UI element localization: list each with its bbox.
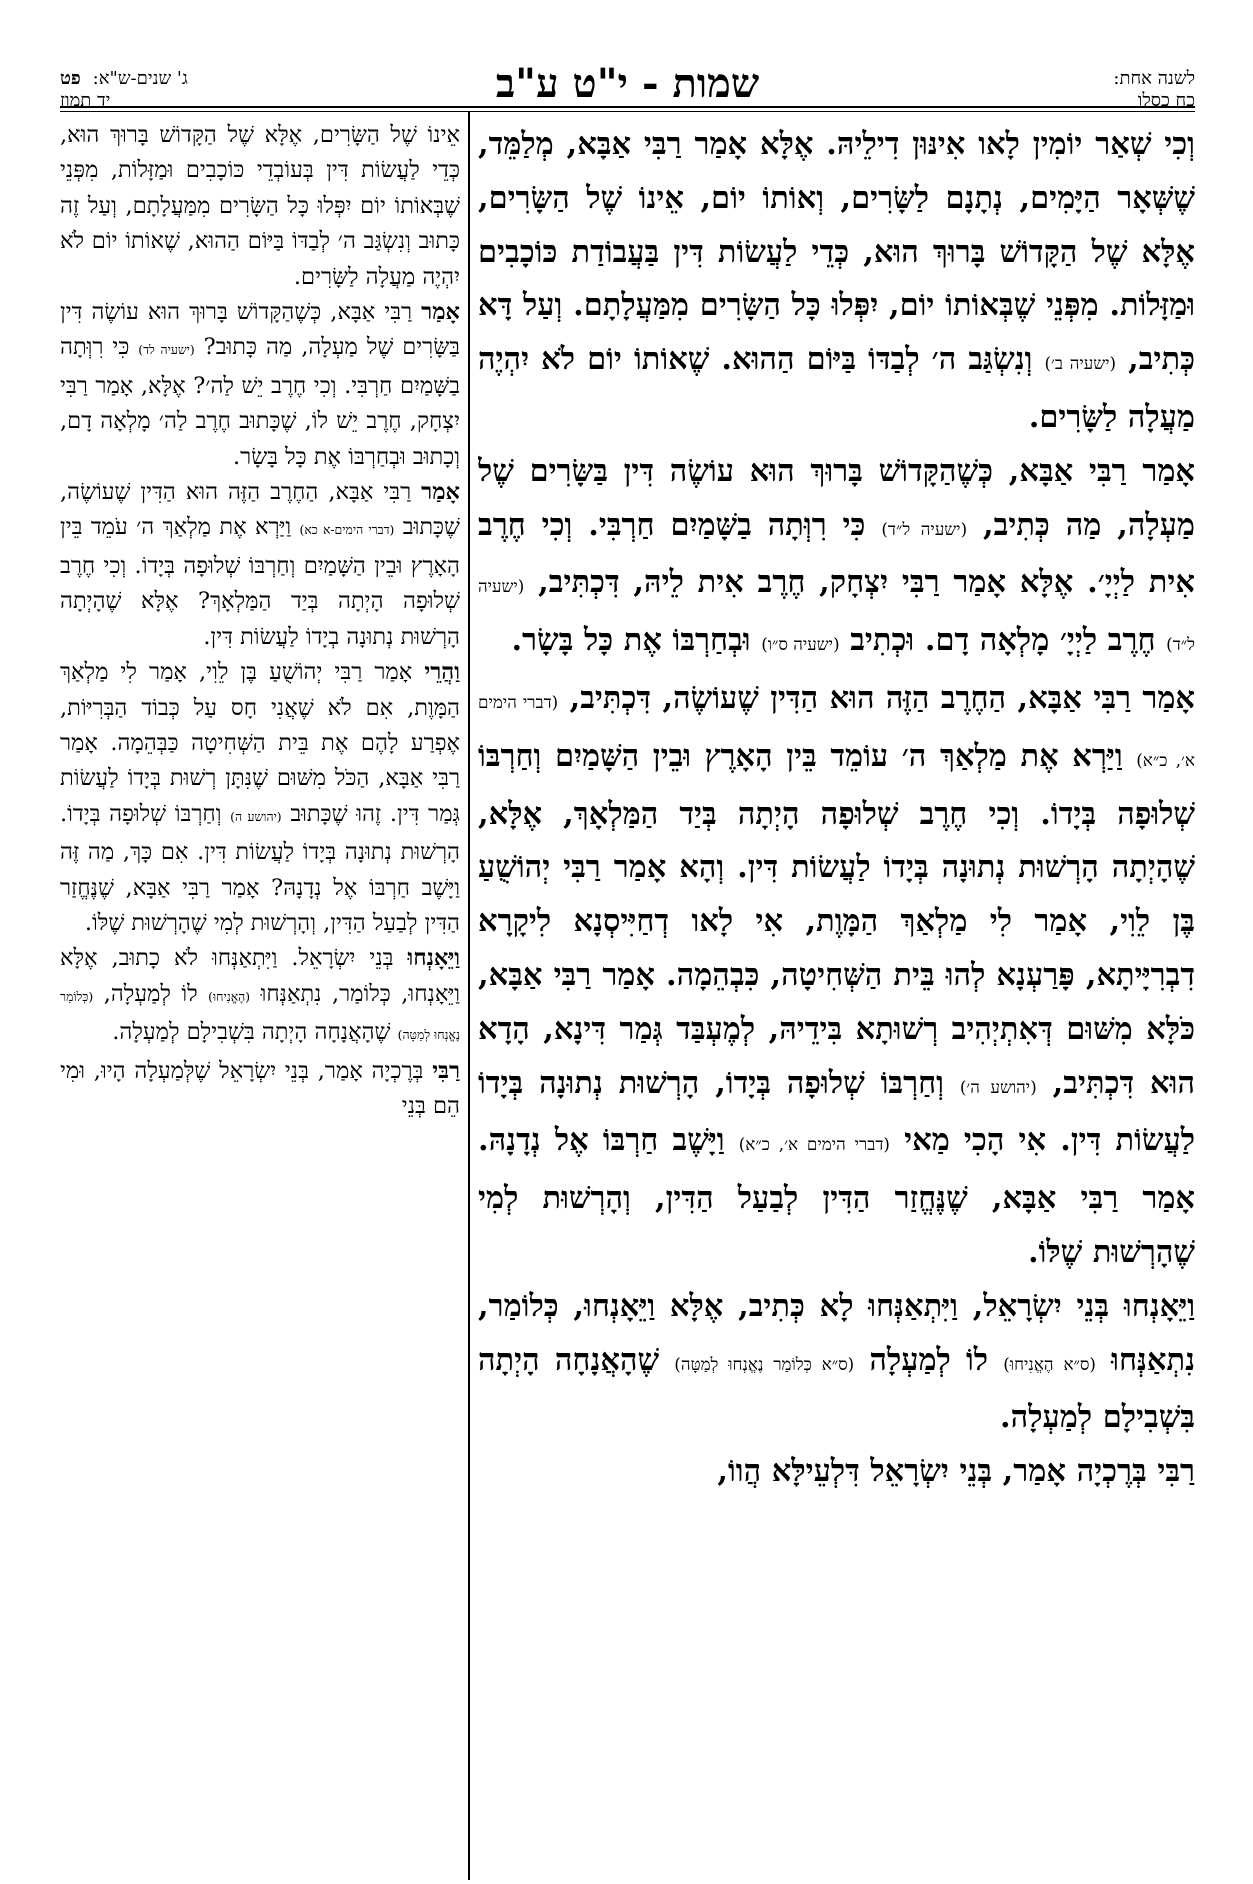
text-segment: שֶׁהָאֲנָחָה הָיְתָה בִּשְׁבִילָם לְמַעְלָה. (112, 1019, 398, 1046)
text-segment: וְכִי שְׁאַר יוֹמִין לָאו אִינּוּן דִילֵיהּ. אֶלָּא אָמַר רַבִּי אַבָּא, מְלַמֵּד, שֶׁשְּׁאָר הַיָּמִים, נְתָנָם לַשָּׂרִים, וְאוֹתוֹ יוֹם, אֵינוֹ שֶׁל הַשָּׂרִים, אֶלָּא שֶׁל הַקָּדוֹשׁ בָּרוּךְ הוּא, כְּדֵי לַעֲשׂוֹת דִּין בַּעֲבוֹדַת כּוֹכָבִים וּמַזָּלוֹת. מִפְּנֵי שֶׁבְּאוֹתוֹ יוֹם, יִפְּלוּ כָּל הַשָּׂרִים מִמַּעֲלָתָם. וְעַל דָּא כְּתִיב, (478, 126, 1195, 378)
verse-reference: (דברי הימים-א כא) (299, 523, 395, 538)
verse-reference: (ישעיה ס״ו) (761, 634, 840, 655)
verse-reference: (יהושע ה׳) (959, 1076, 1037, 1097)
verse-reference: (ישעיה ל״ד) (478, 576, 1195, 655)
translation-paragraph (60, 941, 460, 1053)
main-paragraph (478, 445, 1195, 672)
text-segment: אָמַר רַבִּי יְהוֹשֻׁעַ בֶּן לֵוִי, אָמַר לִי מַלְאַךְ הַמָּוֶת, אִם לֹא שֶׁאֲנִי חָס עַל כְּבוֹד הַבְּרִיּוֹת, אֶפְרַע לָהֶם אֶת בֵּית הַשְּׁחִיטָה כַּבְּהֵמָה. אָמַר רַבִּי אַבָּא, הַכֹּל מִשּׁוּם שֶׁנִּתָּן רְשׁוּת בְּיָדוֹ לַעֲשׂוֹת גְּמַר דִּין. זֶהוּ שֶׁכָּתוּב (60, 659, 460, 827)
text-segment: וַיַּרְא אֶת מַלְאַךְ ה׳ עֹמֵד בֵּין הָאָרֶץ וּבֵין הַשָּׁמַיִם וְחַרְבּוֹ שְׁלוּפָה בְּיָדוֹ. וְכִי חֶרֶב שְׁלוּפָה הָיְתָה בְּיַד הַמַּלְאָךְ? אֶלָּא שֶׁהָיְתָה הָרְשׁוּת נְתוּנָה בְיָדוֹ לַעֲשׂוֹת דִּין. (60, 514, 460, 650)
text-segment: בְּרֶכְיָה אָמַר, בְּנֵי יִשְׂרָאֵל שֶׁלְּמַעְלָה הָיוּ, וּמִי הֵם בְּנֵי (60, 1057, 460, 1119)
text-segment: לוֹ לְמַעְלָה, (93, 980, 209, 1007)
verse-reference: (יהושע ה) (230, 809, 282, 824)
verse-reference: (דברי הימים א׳, כ״א) (738, 1134, 890, 1155)
header-right-line2: כח כסלו (1137, 90, 1195, 111)
header-rule (60, 106, 1195, 108)
text-segment: כִּי רִוְּתָה בַשָּׁמַיִם חַרְבִּי. וְכִי חֶרֶב יֵשׁ לַה׳? אֶלָּא, אָמַר רַבִּי יִצְחָק, חֶרֶב יֵשׁ לוֹ, שֶׁכָּתוּב חֶרֶב לַה׳ מָלְאָה דָם, וְכָתוּב וּבְחַרְבּוֹ אֶת כָּל בָּשָׂר. (60, 334, 460, 470)
text-segment: רַבִּי אַבָּא, הַחֶרֶב הַזֶּה הוּא הַדִּין שֶׁעוֹשֶׂה, שֶׁכָּתוּב (60, 479, 460, 541)
header-rule-thin (60, 111, 1195, 112)
main-paragraph (478, 672, 1195, 1280)
text-segment: וְחַרְבּוֹ שְׁלוּפָה בְּיָדוֹ. הָרְשׁוּת נְתוּנָה בְּיָדוֹ לַעֲשׂוֹת דִּין. אִם כָּךְ, מַה זֶּה וַיָּשֶׁב חַרְבּוֹ אֶל נְדָנָהּ? אָמַר רַבִּי אַבָּא, שֶׁנֶּחֱזַר הַדִּין לְבַעַל הַדִּין, וְהָרְשׁוּת לְמִי שֶׁהָרְשׁוּת שֶׁלּוֹ. (60, 800, 460, 936)
translation-paragraph (60, 295, 460, 475)
text-segment: רַבִּי אַבָּא, כְּשֶׁהַקָּדוֹשׁ בָּרוּךְ הוּא עוֹשֶׂה דִּין בַּשָּׂרִים שֶׁל מַעְלָה, מַה כָּתוּב? (60, 299, 460, 361)
text-segment: וַיַּרְא אֶת מַלְאַךְ ה׳ עוֹמֵד בֵּין הָאָרֶץ וּבֵין הַשָּׁמַיִם וְחַרְבּוֹ שְׁלוּפָה בְּיָדוֹ. וְכִי חֶרֶב שְׁלוּפָה הָיְתָה בְּיַד הַמַּלְאָךְ, אֶלָּא, שֶׁהָיְתָה הָרְשׁוּת נְתוּנָה בְּיָדוֹ לַעֲשׂוֹת דִּין. וְהָא אָמַר רַבִּי יְהוֹשֻׁעַ בֶּן לֵוִי, אָמַר לִי מַלְאַךְ הַמָּוֶת, אִי לָאו דְחַיִּיסְנָא לִיקָרָא דִבְרִיָּיתָא, פָּרַעְנָא לְהוּ בֵּית הַשְּׁחִיטָה, כִּבְהֵמָה. אָמַר רַבִּי אַבָּא, כֹּלָּא מִשּׁוּם דְּאִתְיְהִיב רְשׁוּתָא בִּידֵיהּ, לְמֶעְבַּד גְּמַר דִּינָא, הָדָא הוּא דִּכְתִּיב, (478, 737, 1195, 1101)
verse-reference: (ס״א כְּלוֹמַר נֶאֱנְחוּ לְמַטָּה) (674, 1353, 855, 1374)
text-segment: לוֹ לְמַעְלָה (854, 1341, 1004, 1378)
page-header (60, 50, 1195, 111)
verse-reference: (כְּלוֹמַר נֶאֱנְחוּ לְמַטָּה) (60, 989, 460, 1043)
text-segment: וַיֵּאָנְחוּ (407, 945, 460, 972)
main-paragraph (478, 1445, 1195, 1499)
text-segment: רַבִּי (432, 1057, 460, 1084)
text-segment: אָמַר (421, 299, 460, 326)
verse-reference: (ישעיה ב׳) (1044, 353, 1117, 374)
text-segment: וַהֲרֵי (424, 659, 460, 686)
text-segment: כִּי רִוְּתָה בַשָּׁמַיִם חַרְבִּי. וְכִי חֶרֶב אִית לַיְיָ׳. אֶלָּא אָמַר רַבִּי יִצְחָק, חֶרֶב אִית לֵיהּ, דִּכְתִּיב, (478, 506, 1195, 601)
translation-paragraph (60, 475, 460, 655)
translation-paragraph (60, 655, 460, 941)
verse-reference: (ישעיה לד) (138, 343, 195, 358)
text-segment: אָמַר רַבִּי אַבָּא, כְּשֶׁהַקָּדוֹשׁ בָּרוּךְ הוּא עוֹשֶׂה דִּין בַּשָּׂרִים שֶׁל מַעְלָה, מַה כְּתִיב, (478, 452, 1195, 543)
text-segment: אָמַר (421, 479, 460, 506)
translation-paragraph (60, 118, 460, 295)
text-segment: וַיָּשֶׁב חַרְבּוֹ אֶל נְדָנָהּ. אָמַר רַבִּי אַבָּא, שֶׁנֶּחֱזַר הַדִּין לְבַעַל הַדִּין, וְהָרְשׁוּת לְמִי שֶׁהָרְשׁוּת שֶׁלּוֹ. (478, 1122, 1195, 1270)
text-segment: וַיֵּאָנְחוּ בְּנֵי יִשְׂרָאֵל, וַיִּתְאַנְּחוּ לָא כְּתִיב, אֶלָּא וַיֵּאָנְחוּ, כְּלוֹמַר, נִתְאַנְּחוּ (478, 1287, 1195, 1378)
page-number: פט (60, 68, 81, 89)
text-segment: בְּנֵי יִשְׂרָאֵל. וַיִּתְאַנְּחוּ לֹא כָתוּב, אֶלָּא וַיֵּאָנְחוּ, כְּלוֹמַר, נִתְאַנְּחוּ (60, 945, 460, 1007)
verse-reference: (ישעיה ל״ד) (881, 518, 968, 539)
text-segment: וּבְחַרְבּוֹ אֶת כָּל בָּשָׂר. (511, 622, 762, 659)
text-segment: שֶׁהָאֲנָחָה הָיְתָה בִּשְׁבִילָם לְמַעְלָה. (478, 1341, 1195, 1436)
translation-paragraph (60, 1054, 460, 1125)
page-title: שמות - י"ט ע"ב (495, 60, 760, 107)
header-left-line2: יד תמוז (60, 90, 111, 111)
text-segment: וְחַרְבּוֹ שְׁלוּפָה בְּיָדוֹ, הָרְשׁוּת נְתוּנָה בְּיָדוֹ לַעֲשׂוֹת דִּין. אִי הָכִי מַאי (478, 1064, 1195, 1159)
main-paragraph (478, 118, 1195, 445)
main-text-column (478, 118, 1195, 1880)
text-segment: חֶרֶב לַיְיָ׳ מָלְאָה דָם. וּכְתִיב (839, 622, 1167, 659)
text-segment: אָמַר רַבִּי אַבָּא, הַחֶרֶב הַזֶּה הוּא הַדִּין שֶׁעוֹשֶׂה, דִּכְתִּיב, (558, 679, 1195, 716)
translation-column (60, 118, 460, 1880)
header-right-line1: לשנה אחת: (1113, 68, 1195, 89)
text-segment: וְנִשְׂגַּב ה׳ לְבַדּוֹ בַּיּוֹם הַהוּא. שֶׁאוֹתוֹ יוֹם לֹא יִהְיֶה מַעֲלָה לַשָּׂרִים. (478, 341, 1195, 435)
main-paragraph (478, 1280, 1195, 1445)
text-segment: אֵינוֹ שֶׁל הַשָּׂרִים, אֶלָּא שֶׁל הַקָּדוֹשׁ בָּרוּךְ הוּא, כְּדֵי לַעֲשׂוֹת דִּין בְּעוֹבְדֵי כּוֹכָבִים וּמַזָּלוֹת, מִפְּנֵי שֶׁבְּאוֹתוֹ יוֹם יִפְּלוּ כָּל הַשָּׂרִים מִמַּעֲלָתָם, וְעַל זֶה כָּתוּב וְנִשְׂגַּב ה׳ לְבַדּוֹ בַּיּוֹם הַהוּא, שֶׁאוֹתוֹ יוֹם לֹא יִהְיֶה מַעֲלָה לַשָּׂרִים. (60, 122, 460, 290)
verse-reference: (הֶאֱנִיחוּ) (208, 989, 251, 1004)
verse-reference: (דברי הימים א׳, כ״א) (478, 691, 1195, 770)
header-left-line1: ג' שנים-ש"א: (92, 68, 188, 89)
text-segment: רַבִּי בְּרֶכְיָה אָמַר, בְּנֵי יִשְׂרָאֵל דִּלְעֵילָּא הֲווֹ, (717, 1453, 1195, 1490)
column-divider (468, 112, 470, 1880)
verse-reference: (ס״א הֶאֱנִיחוּ) (1003, 1353, 1096, 1374)
